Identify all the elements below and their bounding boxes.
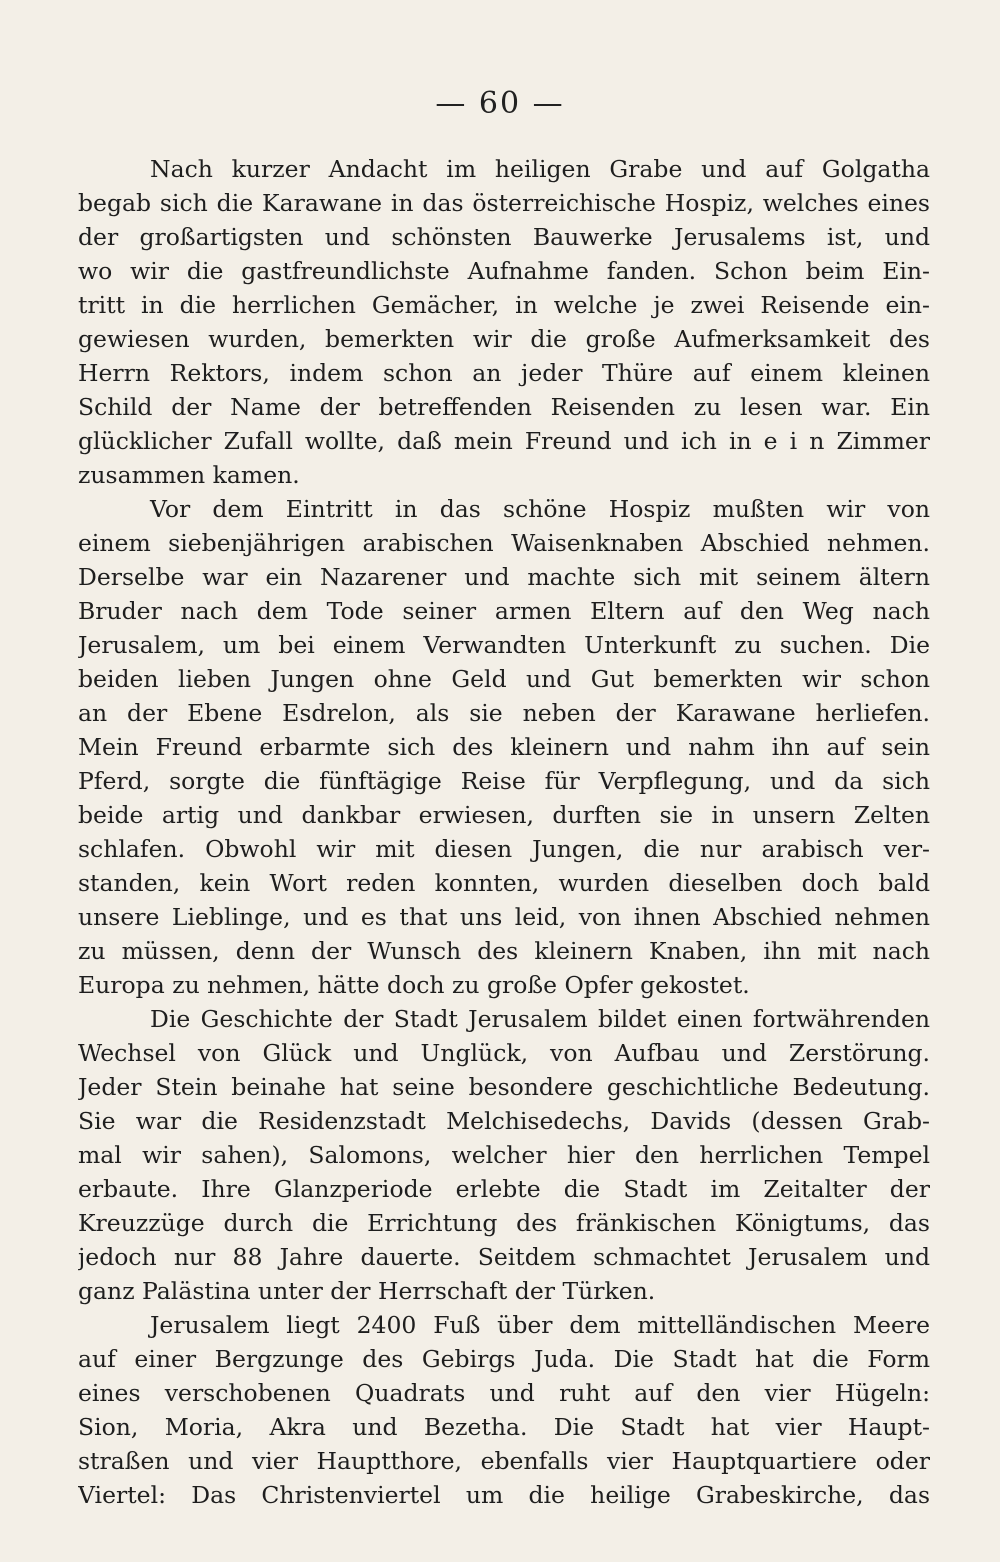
text-line: Schild der Name der betreffenden Reisenden zu lesen war. Ein: [78, 393, 930, 421]
text-line: Pferd, sorgte die fünftägige Reise für Verpflegung, und da sich: [78, 767, 930, 795]
text-line: Die Geschichte der Stadt Jerusalem bildet einen fortwährenden: [150, 1005, 930, 1033]
text-line: schlafen. Obwohl wir mit diesen Jungen, die nur arabisch ver-: [78, 835, 930, 863]
text-line: einem siebenjährigen arabischen Waisenknaben Abschied nehmen.: [78, 529, 930, 557]
text-line: gewiesen wurden, bemerkten wir die große Aufmerksamkeit des: [78, 325, 930, 353]
text-line: beide artig und dankbar erwiesen, durften sie in unsern Zelten: [78, 801, 930, 829]
text-line: beiden lieben Jungen ohne Geld und Gut bemerkten wir schon: [78, 665, 930, 693]
text-line: tritt in die herrlichen Gemächer, in welche je zwei Reisende ein-: [78, 291, 930, 319]
text-line: erbaute. Ihre Glanzperiode erlebte die Stadt im Zeitalter der: [78, 1175, 930, 1203]
text-line: Herrn Rektors, indem schon an jeder Thüre auf einem kleinen: [78, 359, 930, 387]
text-line: begab sich die Karawane in das österreichische Hospiz, welches eines: [78, 189, 930, 217]
text-line: mal wir sahen), Salomons, welcher hier den herrlichen Tempel: [78, 1141, 930, 1169]
text-line: Bruder nach dem Tode seiner armen Eltern auf den Weg nach: [78, 597, 930, 625]
text-line: Derselbe war ein Nazarener und machte sich mit seinem ältern: [78, 563, 930, 591]
text-line: glücklicher Zufall wollte, daß mein Freund und ich in e i n Zimmer: [78, 427, 930, 455]
text-line: standen, kein Wort reden konnten, wurden dieselben doch bald: [78, 869, 930, 897]
text-line: Jeder Stein beinahe hat seine besondere geschichtliche Bedeutung.: [78, 1073, 930, 1101]
text-line: unsere Lieblinge, und es that uns leid, von ihnen Abschied nehmen: [78, 903, 930, 931]
body-text: [78, 152, 930, 1512]
text-line: straßen und vier Hauptthore, ebenfalls vier Hauptquartiere oder: [78, 1447, 930, 1475]
text-line: Wechsel von Glück und Unglück, von Aufbau und Zerstörung.: [78, 1039, 930, 1067]
text-line: eines verschobenen Quadrats und ruht auf den vier Hügeln:: [78, 1379, 930, 1407]
text-line: ganz Palästina unter der Herrschaft der Türken.: [78, 1277, 656, 1305]
text-line: Nach kurzer Andacht im heiligen Grabe und auf Golgatha: [150, 155, 930, 183]
text-line: Europa zu nehmen, hätte doch zu große Opfer gekostet.: [78, 971, 750, 999]
text-line: zusammen kamen.: [78, 461, 300, 489]
text-line: wo wir die gastfreundlichste Aufnahme fanden. Schon beim Ein-: [78, 257, 930, 285]
text-line: Sion, Moria, Akra und Bezetha. Die Stadt hat vier Haupt-: [78, 1413, 930, 1441]
text-line: Viertel: Das Christenviertel um die heilige Grabeskirche, das: [78, 1481, 930, 1509]
text-line: Kreuzzüge durch die Errichtung des fränkischen Königtums, das: [78, 1209, 930, 1237]
text-line: Jerusalem liegt 2400 Fuß über dem mittelländischen Meere: [150, 1311, 930, 1339]
text-line: auf einer Bergzunge des Gebirgs Juda. Die Stadt hat die Form: [78, 1345, 930, 1373]
text-line: Sie war die Residenzstadt Melchisedechs, Davids (dessen Grab-: [78, 1107, 930, 1135]
page-number: — 60 —: [435, 86, 565, 121]
text-line: zu müssen, denn der Wunsch des kleinern Knaben, ihn mit nach: [78, 937, 930, 965]
text-line: Jerusalem, um bei einem Verwandten Unterkunft zu suchen. Die: [78, 631, 930, 659]
text-line: jedoch nur 88 Jahre dauerte. Seitdem schmachtet Jerusalem und: [78, 1243, 930, 1271]
text-line: der großartigsten und schönsten Bauwerke Jerusalems ist, und: [78, 223, 930, 251]
text-line: Vor dem Eintritt in das schöne Hospiz mußten wir von: [150, 495, 930, 523]
text-line: an der Ebene Esdrelon, als sie neben der Karawane herliefen.: [78, 699, 930, 727]
text-line: Mein Freund erbarmte sich des kleinern und nahm ihn auf sein: [78, 733, 930, 761]
